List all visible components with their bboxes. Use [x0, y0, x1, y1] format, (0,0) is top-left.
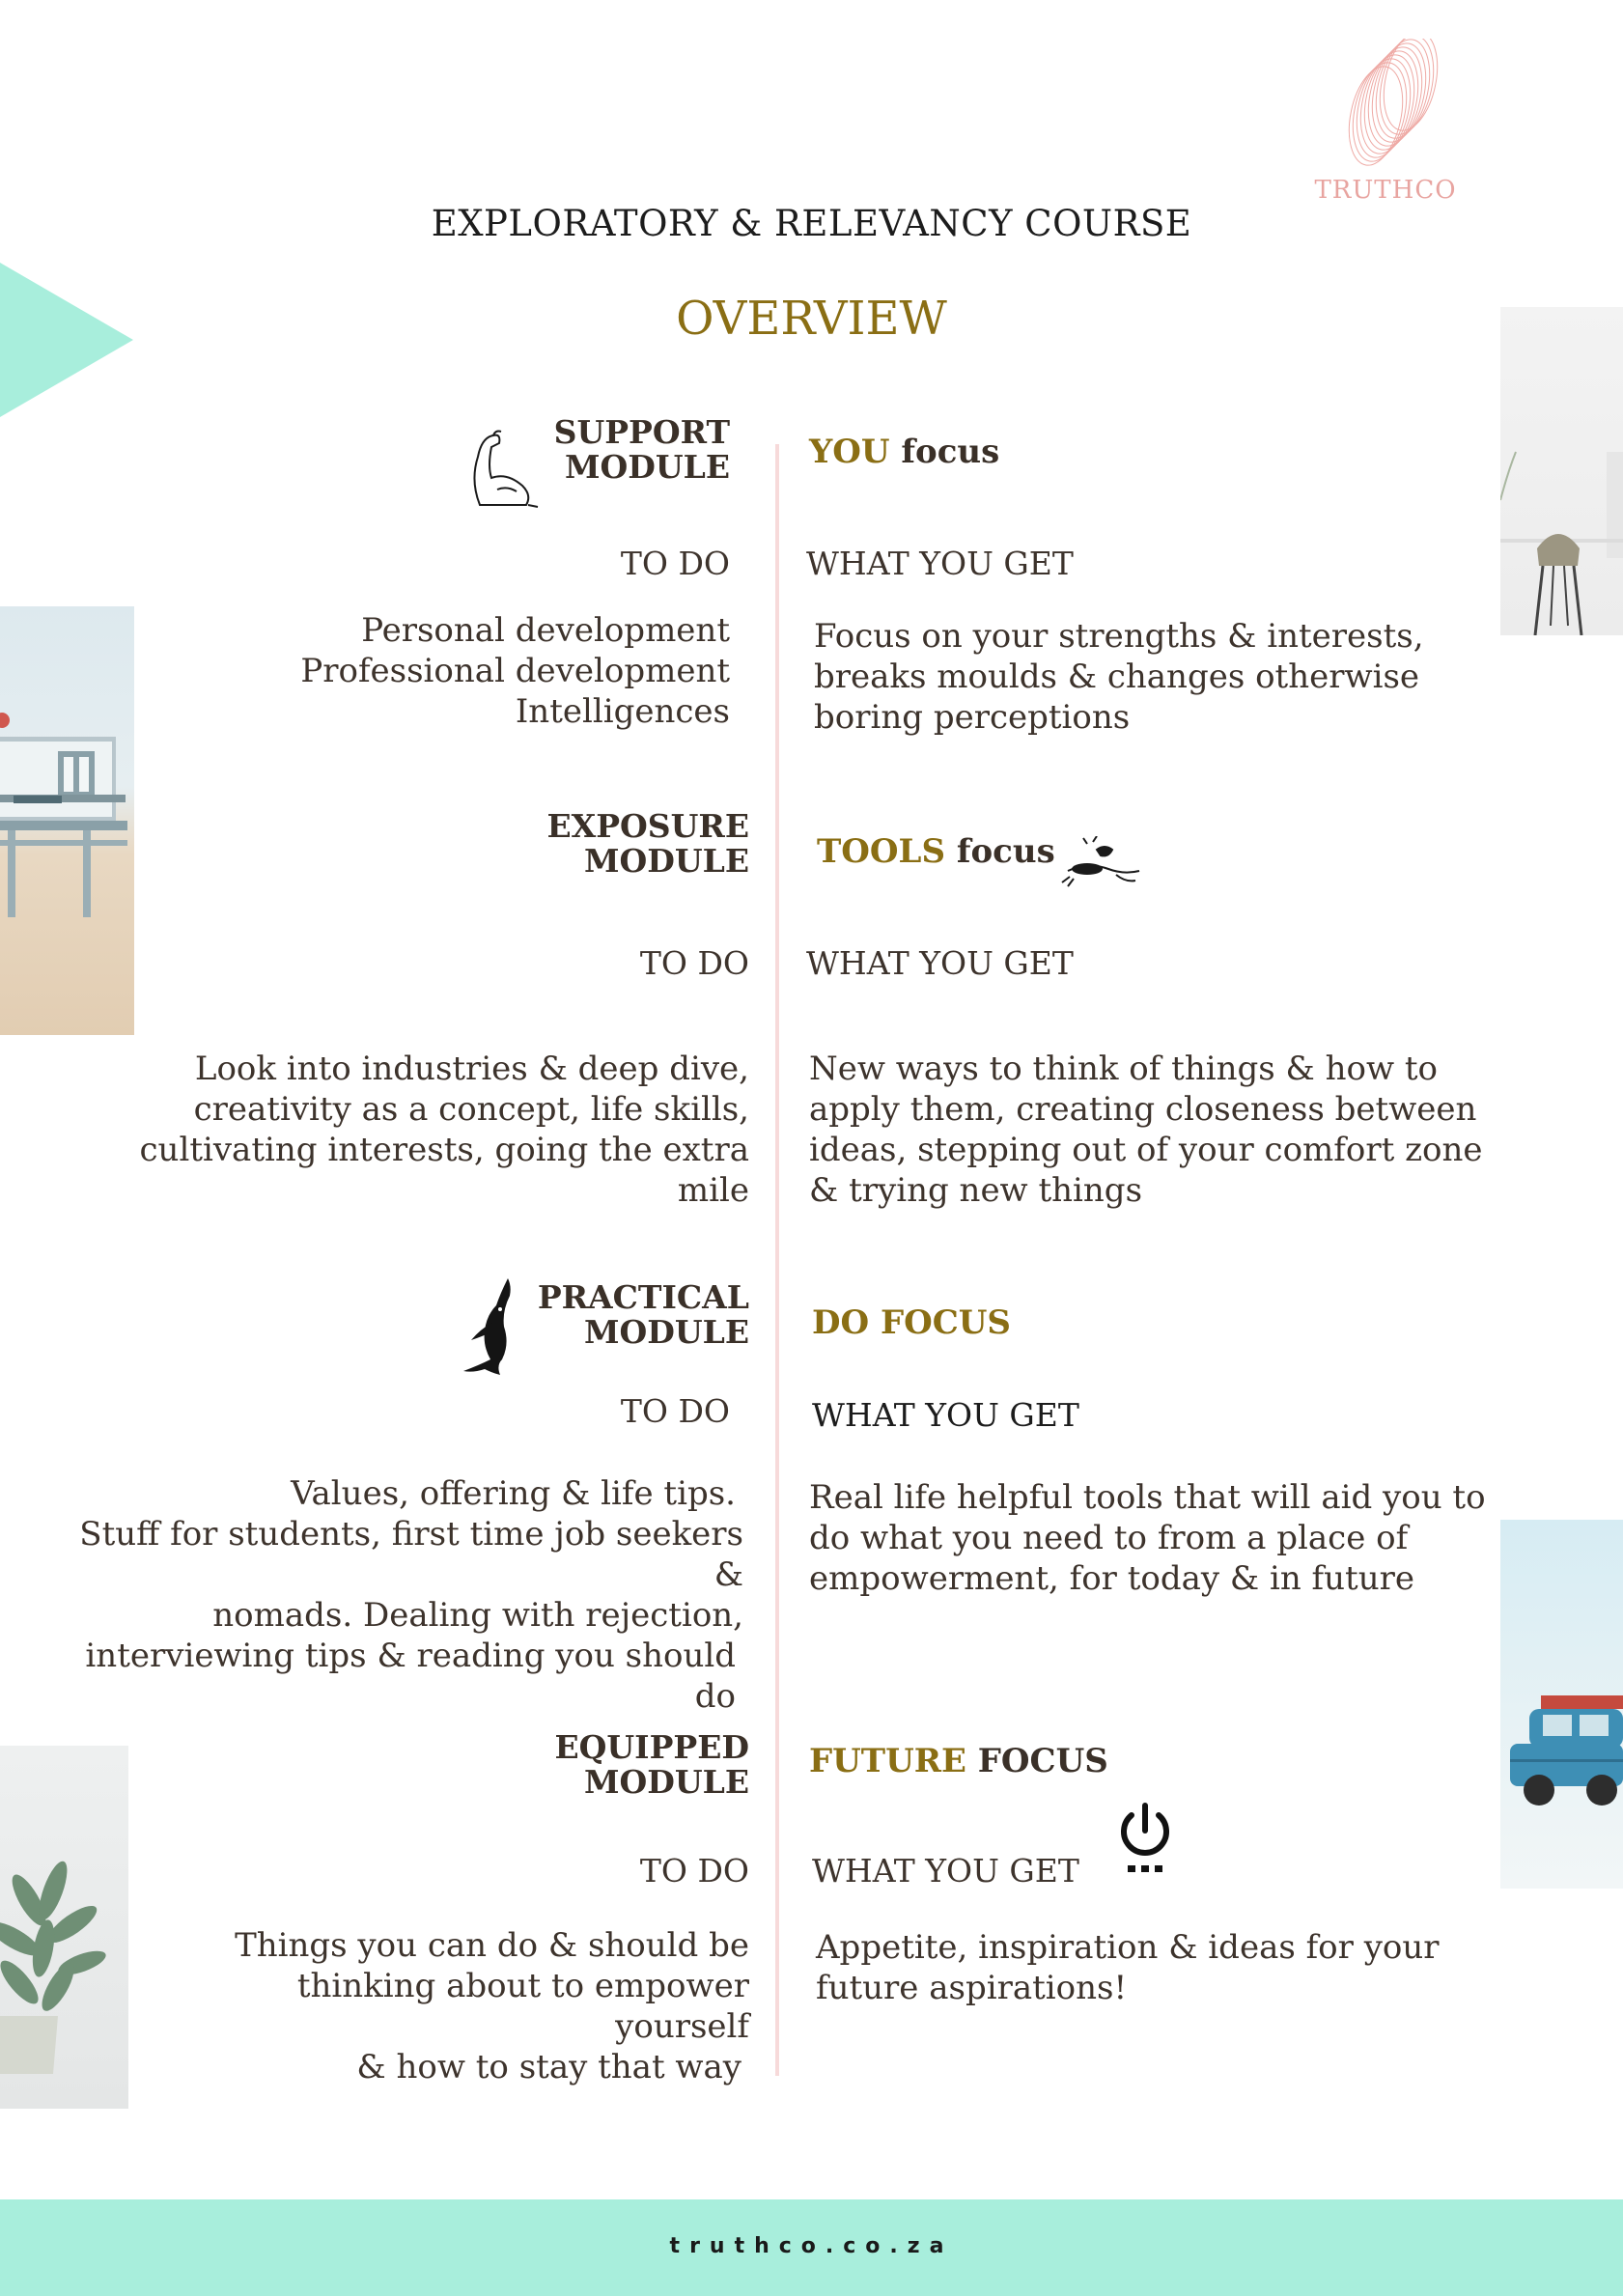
focus-word: focus [945, 832, 1055, 871]
power-icon [1116, 1802, 1174, 1877]
todo-list [122, 1049, 749, 1211]
benefit-line: empowerment, for today & in future [809, 1559, 1414, 1598]
chair-photo [1500, 307, 1623, 635]
benefit-line: do what you need to from a place of [809, 1519, 1409, 1557]
todo-item: creativity as a concept, life skills, [193, 1090, 749, 1129]
module-title-line: MODULE [583, 1313, 749, 1351]
todo-item: mile [677, 1171, 749, 1210]
todo-item: Stuff for students, first time job seekers & [79, 1515, 743, 1594]
benefit-line: apply them, creating closeness between [809, 1090, 1477, 1129]
module-title-line: SUPPORT [553, 413, 730, 451]
todo-item: thinking about to empower yourself [296, 1967, 749, 2046]
tools-focus-title [817, 832, 1055, 871]
todo-item: Personal development [361, 611, 730, 650]
diver-icon [1058, 836, 1147, 894]
focus-word: focus [889, 433, 1000, 471]
future-focus-title [809, 1742, 1108, 1780]
module-title-line: MODULE [564, 448, 730, 486]
lifeguard-tower-photo [0, 606, 134, 1035]
todo-list [170, 1925, 749, 2087]
benefit-text [816, 1927, 1492, 2008]
practical-module-title [460, 1280, 749, 1350]
todo-item: interviewing tips & reading you should do [85, 1637, 736, 1716]
what-you-get-label: WHAT YOU GET [806, 944, 1074, 982]
todo-item: Look into industries & deep dive, [194, 1050, 749, 1088]
focus-accent: FUTURE [809, 1742, 966, 1780]
plant-photo [0, 1746, 128, 2109]
overview-title: OVERVIEW [676, 292, 947, 346]
benefit-line: boring perceptions [814, 698, 1131, 737]
module-title-line: PRACTICAL [537, 1278, 749, 1316]
todo-label: TO DO [620, 1392, 730, 1430]
blue-car-photo [1500, 1520, 1623, 1889]
benefit-line: Appetite, inspiration & ideas for your [816, 1928, 1440, 1967]
focus-word: FOCUS [965, 1742, 1108, 1780]
course-title: EXPLORATORY & RELEVANCY COURSE [431, 203, 1192, 244]
todo-item: Professional development [300, 652, 730, 690]
todo-list [44, 1473, 743, 1717]
truthco-logo-icon [1308, 39, 1463, 174]
focus-accent: DO FOCUS [812, 1303, 1011, 1342]
todo-label: TO DO [639, 1852, 749, 1890]
module-title-line: EQUIPPED [554, 1728, 749, 1766]
benefit-line: Focus on your strengths & interests, [814, 617, 1424, 656]
benefit-line: New ways to think of things & how to [809, 1050, 1438, 1088]
benefit-line: ideas, stepping out of your comfort zone [809, 1131, 1483, 1169]
todo-label: TO DO [620, 545, 730, 582]
what-you-get-label: WHAT YOU GET [812, 1396, 1079, 1434]
what-you-get-label: WHAT YOU GET [812, 1852, 1079, 1890]
todo-item: Intelligences [515, 692, 730, 731]
footer-bar [0, 2199, 1623, 2296]
benefit-line: future aspirations! [816, 1969, 1128, 2007]
you-focus-title [809, 433, 999, 471]
do-focus-title [812, 1303, 1011, 1342]
equipped-module-title [460, 1730, 749, 1800]
module-title-line: MODULE [583, 842, 749, 880]
todo-list [151, 610, 730, 732]
todo-item: nomads. Dealing with rejection, [212, 1596, 743, 1635]
benefit-line: & trying new things [809, 1171, 1143, 1210]
benefit-text [809, 1477, 1504, 1599]
focus-accent: TOOLS [817, 832, 945, 871]
logo-text: TRUTHCO [1314, 176, 1457, 205]
support-module-title [483, 415, 730, 485]
footer-website-link[interactable]: truthco.co.za [669, 2234, 954, 2258]
todo-label: TO DO [639, 944, 749, 982]
module-title-line: MODULE [583, 1763, 749, 1801]
benefit-line: Real life helpful tools that will aid you to [809, 1478, 1486, 1517]
todo-item: Values, offering & life tips. [291, 1474, 736, 1513]
todo-item: cultivating interests, going the extra [139, 1131, 749, 1169]
todo-item: & how to stay that way [356, 2048, 742, 2086]
focus-accent: YOU [809, 433, 890, 471]
todo-item: Things you can do & should be [235, 1926, 749, 1965]
exposure-module-title [460, 809, 749, 879]
benefit-line: breaks moulds & changes otherwise [814, 658, 1420, 696]
benefit-text [814, 616, 1490, 738]
module-title-line: EXPOSURE [546, 807, 749, 845]
center-divider [775, 444, 779, 2076]
benefit-text [809, 1049, 1485, 1211]
what-you-get-label: WHAT YOU GET [806, 545, 1074, 582]
